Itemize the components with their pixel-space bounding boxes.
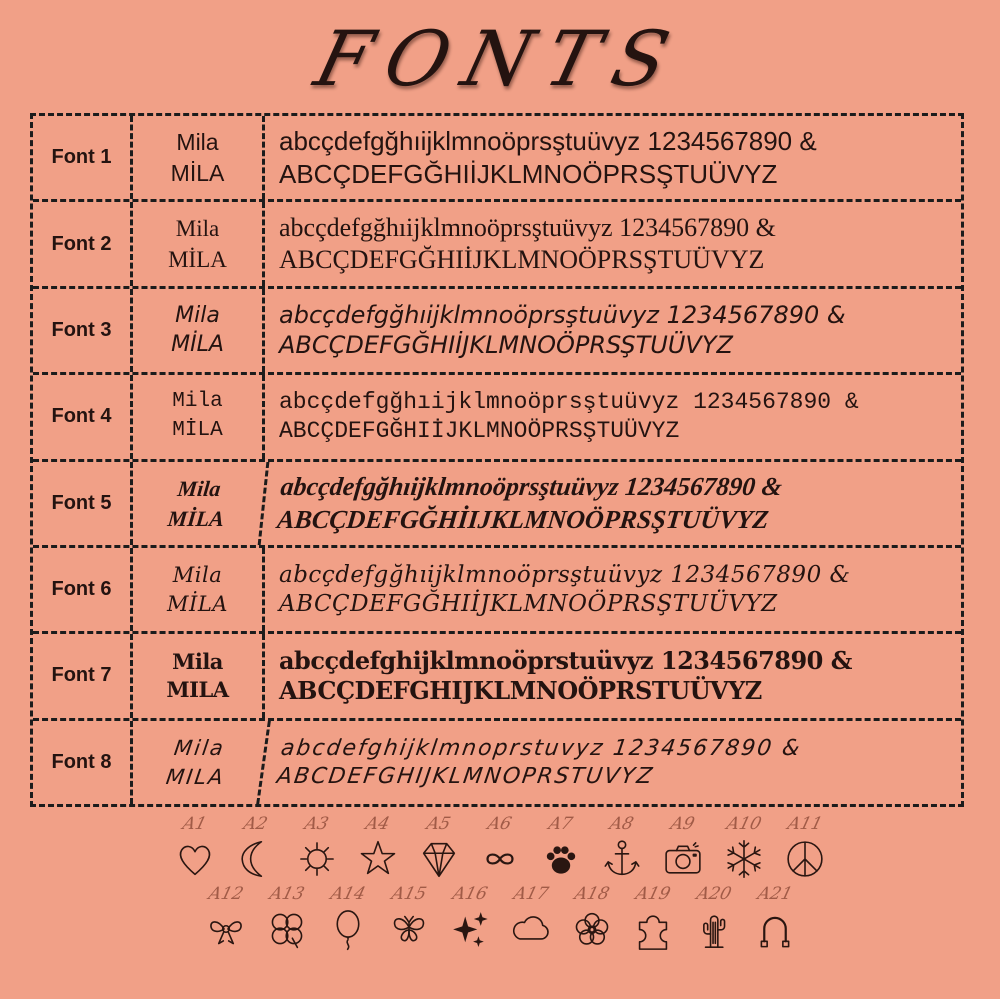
- symbol-code: A11: [785, 814, 825, 834]
- symbol-code: A7: [546, 814, 576, 834]
- symbol-a2-moon[interactable]: [226, 812, 287, 882]
- sample-line-1: abcçdefgğhıijklmnoöprsştuüvyz 1234567890 &: [279, 212, 776, 242]
- font-alphabet-sample: [265, 548, 961, 631]
- symbols-row-1: [165, 812, 836, 882]
- flower-icon: [569, 906, 615, 952]
- sample-line-2: ABCÇDEFGĞHIİJKLMNOÖPRSŞTUÜVYZ: [279, 417, 680, 444]
- font-alphabet-sample: [265, 202, 961, 285]
- sample-line-2: ABCÇDEFGĞHIİJKLMNOÖPRSŞTUÜVYZ: [279, 158, 778, 189]
- name-line-2: MILA: [166, 676, 229, 702]
- table-row-font-3[interactable]: [33, 289, 961, 375]
- symbol-a7-paw[interactable]: [531, 812, 592, 882]
- name-line-2: MİLA: [170, 159, 225, 186]
- font-name-sample: [133, 202, 265, 285]
- font-name-sample: [133, 289, 265, 372]
- symbol-code: A4: [363, 814, 393, 834]
- symbol-code: A17: [511, 884, 550, 904]
- infinity-icon: [477, 836, 523, 882]
- sample-line-1: abcçdefghijklmnoöprstuüvyz 1234567890 &: [279, 645, 852, 675]
- symbol-a13-clover[interactable]: [256, 882, 317, 952]
- symbol-a9-camera[interactable]: [653, 812, 714, 882]
- font-name-sample: [133, 116, 265, 199]
- font-alphabet-sample: [265, 634, 961, 717]
- sample-line-1: abcçdefgğhıijklmnoöprsştuüvyz 1234567890 &: [279, 301, 846, 330]
- symbol-a16-sparkles[interactable]: [439, 882, 500, 952]
- font-label: Font 6: [33, 548, 133, 631]
- symbol-a10-snowflake[interactable]: [714, 812, 775, 882]
- symbol-code: A16: [450, 884, 489, 904]
- table-row-font-8[interactable]: [33, 721, 961, 804]
- symbol-a21-horseshoe[interactable]: [744, 882, 805, 952]
- name-line-1: Mila: [175, 302, 220, 328]
- font-alphabet-sample: [265, 375, 961, 458]
- font-name-sample: [133, 548, 265, 631]
- symbol-a11-peace[interactable]: [775, 812, 836, 882]
- font-name-sample: [129, 462, 270, 545]
- clover-icon: [264, 906, 310, 952]
- symbol-a6-infinity[interactable]: [470, 812, 531, 882]
- symbol-a12-bow[interactable]: [195, 882, 256, 952]
- symbol-a5-diamond[interactable]: [409, 812, 470, 882]
- name-line-1: Mila: [176, 128, 219, 155]
- name-line-2: MILA: [164, 764, 227, 789]
- symbol-code: A20: [694, 884, 733, 904]
- symbol-a15-butterfly[interactable]: [378, 882, 439, 952]
- peace-icon: [782, 836, 828, 882]
- cloud-icon: [508, 906, 554, 952]
- moon-icon: [233, 836, 279, 882]
- camera-icon: [660, 836, 706, 882]
- symbols-section: [0, 812, 1000, 952]
- symbol-code: A14: [328, 884, 367, 904]
- table-row-font-7[interactable]: [33, 634, 961, 720]
- horseshoe-icon: [752, 906, 798, 952]
- symbol-code: A12: [206, 884, 245, 904]
- font-label: Font 8: [33, 721, 133, 804]
- symbol-a3-sun[interactable]: [287, 812, 348, 882]
- balloon-icon: [325, 906, 371, 952]
- font-label: Font 3: [33, 289, 133, 372]
- symbol-code: A19: [633, 884, 672, 904]
- sample-line-2: ABCÇDEFGĞHIİJKLMNOÖPRSŞTUÜVYZ: [279, 331, 733, 360]
- sample-line-1: abcçdefgğhıijklmnoöprsştuüvyz 1234567890 &: [279, 561, 851, 588]
- sample-line-1: abcçdefgğhıijklmnoöprsştuüvyz 1234567890 &: [279, 389, 859, 416]
- symbol-code: A9: [668, 814, 698, 834]
- symbol-code: A15: [389, 884, 428, 904]
- table-row-font-2[interactable]: [33, 202, 961, 288]
- page-title: FONTS: [306, 13, 694, 103]
- symbol-a19-puzzle[interactable]: [622, 882, 683, 952]
- symbol-a20-cactus[interactable]: [683, 882, 744, 952]
- sample-line-2: ABCÇDEFGĞHİIJKLMNOÖPRSŞTUÜVYZ: [275, 504, 771, 534]
- name-line-2: MİLA: [166, 505, 226, 531]
- puzzle-icon: [630, 906, 676, 952]
- symbol-code: A2: [241, 814, 271, 834]
- table-row-font-4[interactable]: [33, 375, 961, 461]
- snowflake-icon: [721, 836, 767, 882]
- symbol-code: A5: [424, 814, 454, 834]
- symbol-code: A18: [572, 884, 611, 904]
- sun-icon: [294, 836, 340, 882]
- name-line-1: Mila: [172, 648, 223, 674]
- sample-line-2: ABCÇDEFGHIJKLMNOÖPRSTUÜVYZ: [279, 675, 762, 705]
- butterfly-icon: [386, 906, 432, 952]
- symbol-code: A13: [267, 884, 306, 904]
- symbol-code: A10: [724, 814, 764, 834]
- paw-icon: [538, 836, 584, 882]
- symbol-a14-balloon[interactable]: [317, 882, 378, 952]
- font-label: Font 4: [33, 375, 133, 458]
- anchor-icon: [599, 836, 645, 882]
- name-line-1: Mila: [172, 563, 223, 588]
- symbol-a1-heart[interactable]: [165, 812, 226, 882]
- name-line-1: Mila: [176, 475, 222, 501]
- name-line-2: MİLA: [167, 591, 228, 616]
- sample-line-2: ABCDEFGHIJKLMNOPRSTUVYZ: [275, 763, 656, 789]
- font-label: Font 2: [33, 202, 133, 285]
- name-line-1: Mila: [172, 390, 223, 414]
- font-label: Font 1: [33, 116, 133, 199]
- symbols-row-2: [195, 882, 805, 952]
- font-alphabet-sample: [265, 289, 961, 372]
- font-label: Font 5: [33, 462, 133, 545]
- symbol-a17-cloud[interactable]: [500, 882, 561, 952]
- heart-icon: [172, 836, 218, 882]
- symbol-a8-anchor[interactable]: [592, 812, 653, 882]
- font-name-sample: [133, 375, 265, 458]
- sample-line-2: ABCÇDEFGĞHIİJKLMNOÖPRSŞTUÜVYZ: [279, 245, 765, 275]
- name-line-2: MİLA: [172, 418, 223, 442]
- symbol-code: A8: [607, 814, 637, 834]
- symbol-code: A6: [485, 814, 515, 834]
- diamond-icon: [416, 836, 462, 882]
- font-name-sample: [133, 634, 265, 717]
- font-alphabet-sample: [259, 721, 967, 804]
- title-banner: [0, 8, 1000, 108]
- cactus-icon: [691, 906, 737, 952]
- sample-line-2: ABCÇDEFGĞHIİJKLMNOÖPRSŞTUÜVYZ: [279, 590, 778, 617]
- font-alphabet-sample: [261, 462, 966, 545]
- fonts-table: [30, 113, 964, 807]
- font-name-sample: [127, 721, 271, 804]
- symbol-code: A3: [302, 814, 332, 834]
- table-row-font-6[interactable]: [33, 548, 961, 634]
- symbol-a18-flower[interactable]: [561, 882, 622, 952]
- symbol-a4-star[interactable]: [348, 812, 409, 882]
- font-alphabet-sample: [265, 116, 961, 199]
- symbol-code: A1: [180, 814, 210, 834]
- sparkles-icon: [447, 906, 493, 952]
- symbol-code: A21: [755, 884, 794, 904]
- sample-line-1: abcçdefgğhıijklmnoöprsştuüvyz 1234567890 &: [279, 126, 817, 157]
- sample-line-1: abcdefghijklmnoprstuvyz 1234567890 &: [279, 735, 804, 761]
- table-row-font-1[interactable]: [33, 116, 961, 202]
- star-icon: [355, 836, 401, 882]
- name-line-2: MİLA: [168, 247, 227, 273]
- name-line-1: Mila: [172, 735, 227, 760]
- name-line-1: Mila: [175, 216, 220, 242]
- font-label: Font 7: [33, 634, 133, 717]
- table-row-font-5[interactable]: [33, 462, 961, 548]
- bow-icon: [203, 906, 249, 952]
- name-line-2: MİLA: [171, 332, 224, 358]
- sample-line-1: abcçdefgğhıijklmnoöprsştuüvyz 1234567890 &: [279, 471, 784, 501]
